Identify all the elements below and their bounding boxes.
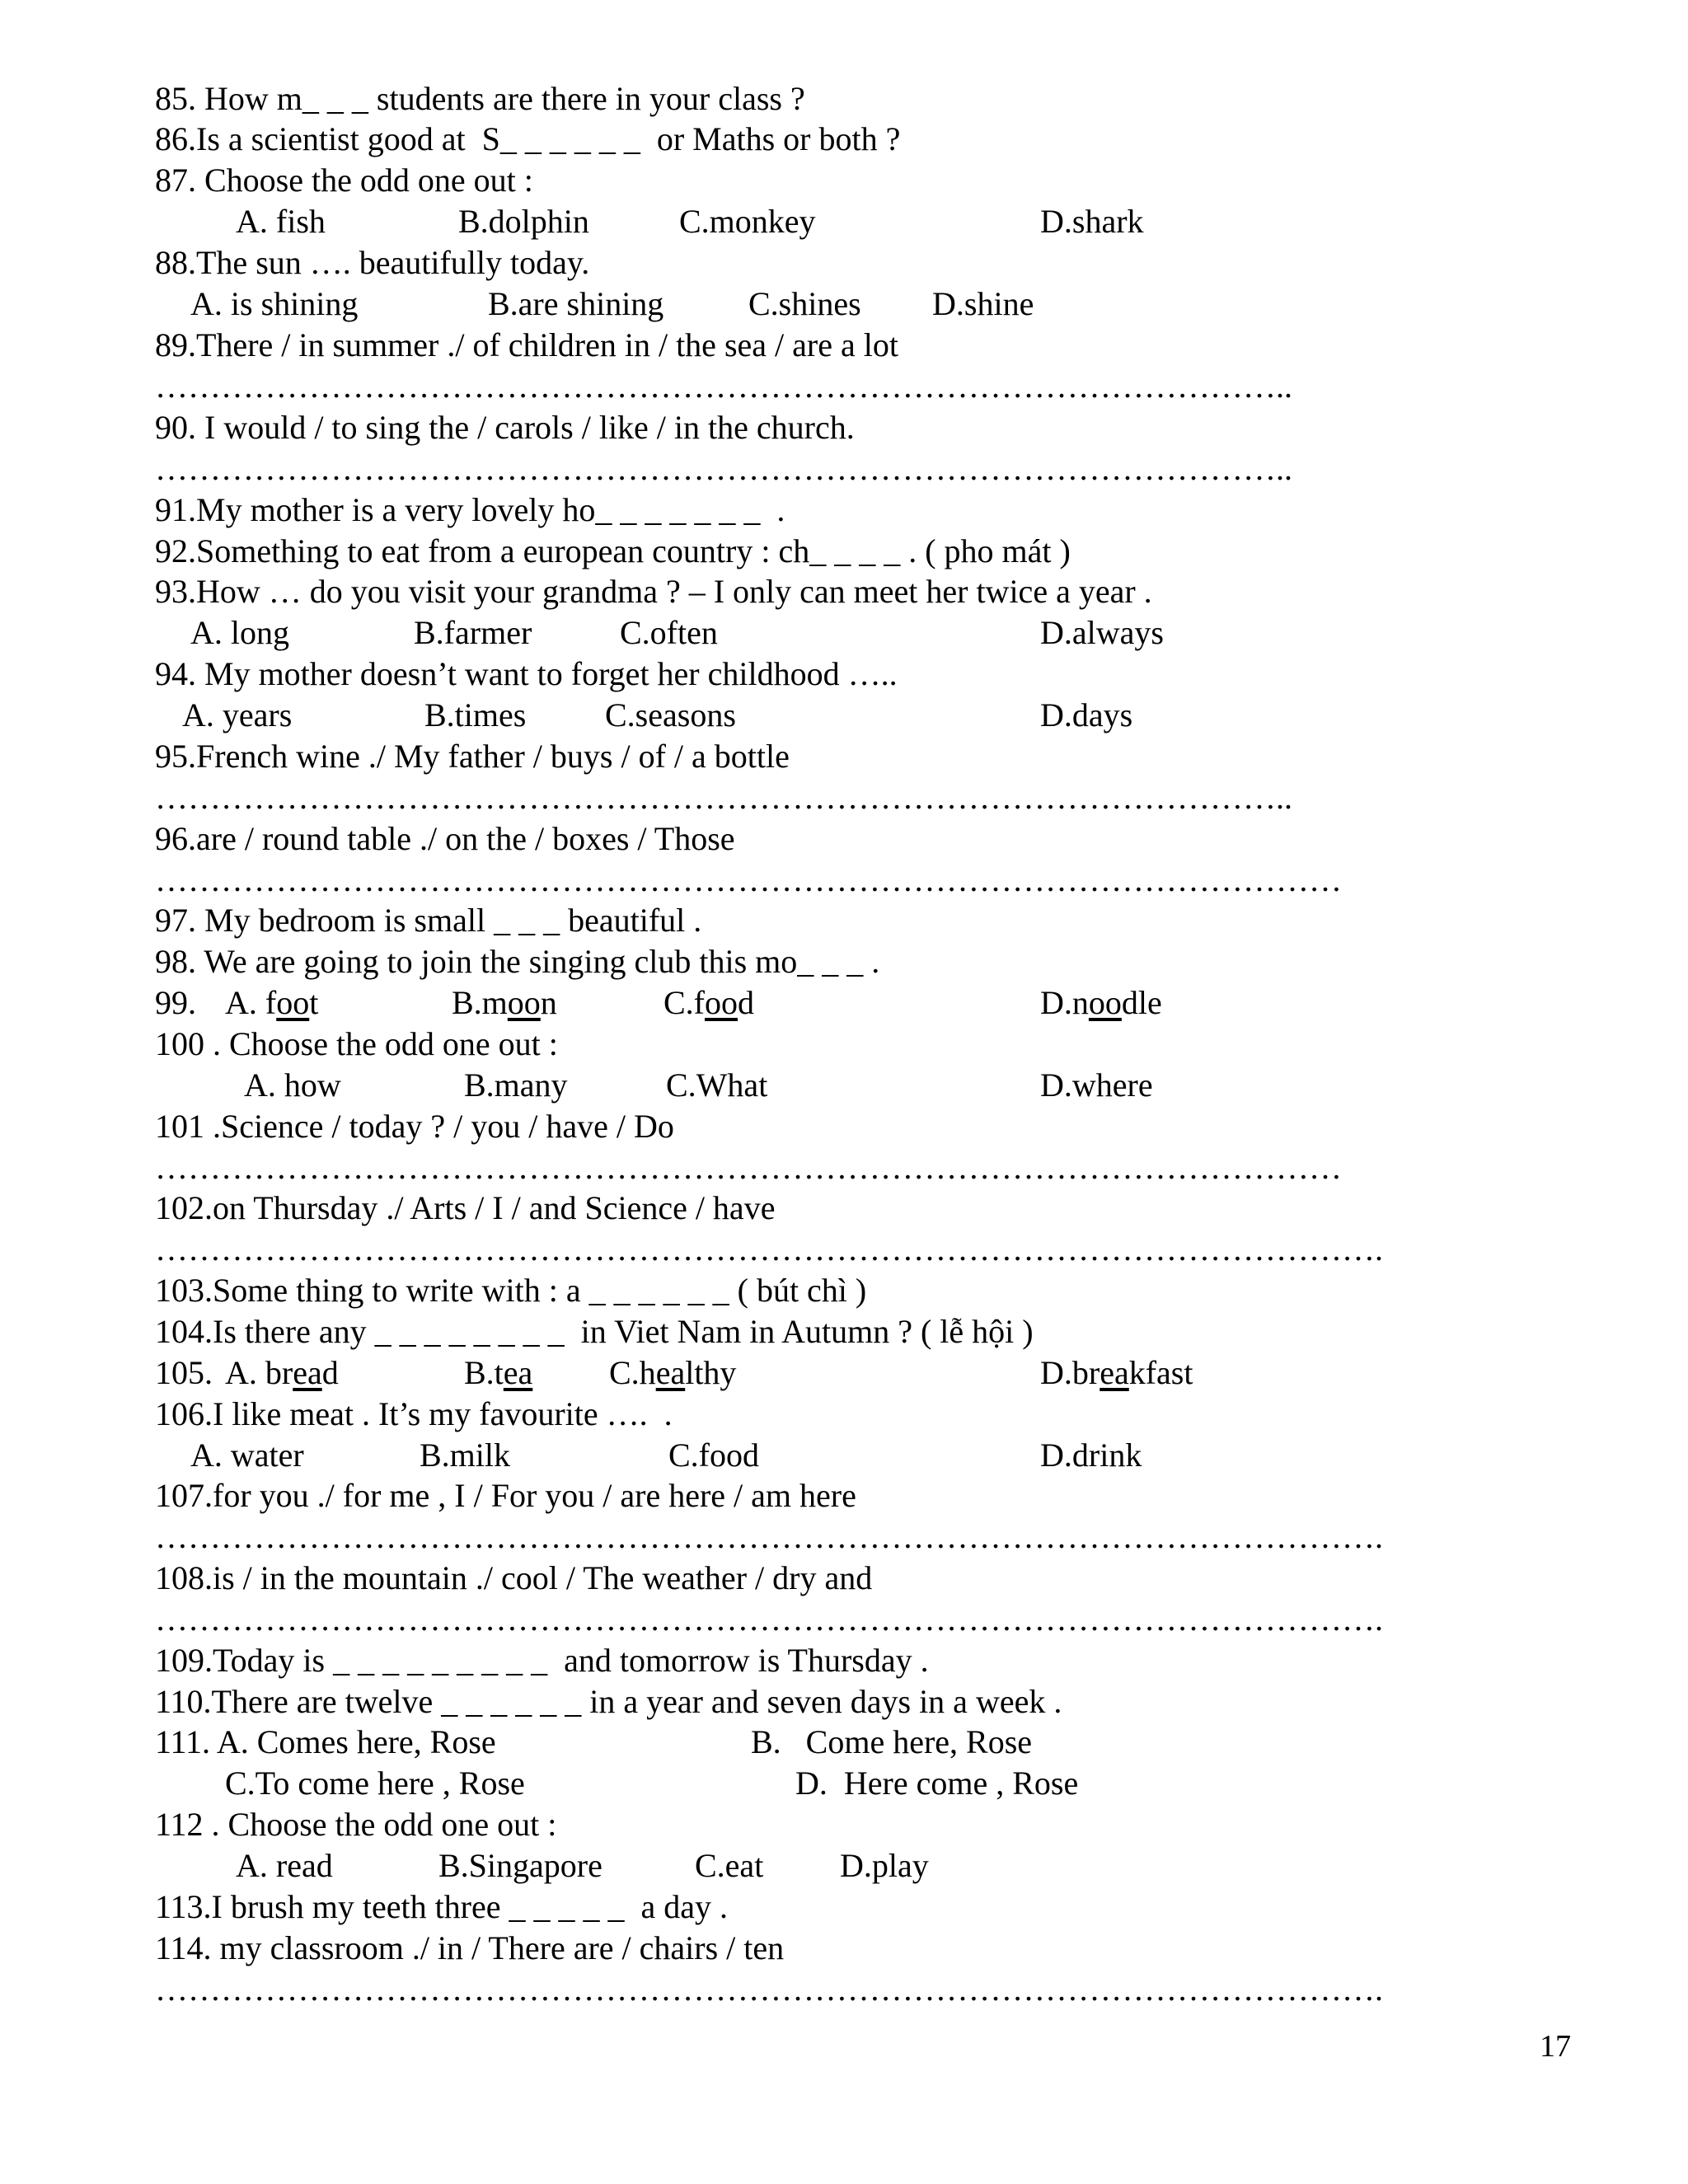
q100-option-b: B.many (464, 1066, 568, 1104)
q106-option-b: B.milk (420, 1436, 511, 1474)
q105-option-d: D.breakfast (1040, 1354, 1193, 1391)
answer-line-96: ……………………………………………………………………………………………… (155, 861, 1342, 898)
q87-option-d: D.shark (1040, 203, 1144, 240)
answer-line-108: …………………………………………………………………………………………………. (155, 1601, 1383, 1638)
question-112: 112 . Choose the odd one out : (155, 1806, 557, 1843)
question-103: 103.Some thing to write with : a _ _ _ _ _ _ ( bút chì ) (155, 1272, 867, 1309)
q93-option-c: C.often (620, 614, 718, 651)
question-108: 108.is / in the mountain ./ cool / The weather / dry and (155, 1559, 873, 1596)
question-85: 85. How m_ _ _ students are there in your class ? (155, 80, 805, 117)
answer-line-90: ………………………………………………………………………………………….. (155, 450, 1292, 487)
answer-line-114: …………………………………………………………………………………………………. (155, 1971, 1383, 2008)
answer-line-89: ………………………………………………………………………………………….. (155, 368, 1292, 405)
q94-option-d: D.days (1040, 696, 1133, 733)
q105-option-a: A. bread (225, 1354, 339, 1391)
question-107: 107.for you ./ for me , I / For you / are here / am here (155, 1477, 856, 1514)
q88-option-b: B.are shining (488, 285, 664, 322)
question-101: 101 .Science / today ? / you / have / Do (155, 1108, 674, 1145)
answer-line-95: ………………………………………………………………………………………….. (155, 779, 1292, 816)
q111-option-c: C.To come here , Rose (225, 1765, 525, 1802)
q94-option-c: C.seasons (605, 696, 736, 733)
q93-option-d: D.always (1040, 614, 1164, 651)
answer-line-101: ……………………………………………………………………………………………… (155, 1149, 1342, 1186)
q112-option-a: A. read (236, 1847, 333, 1884)
question-109: 109.Today is _ _ _ _ _ _ _ _ _ and tomorrow is Thursday . (155, 1642, 929, 1679)
q87-option-a: A. fish (236, 203, 326, 240)
question-93: 93.How … do you visit your grandma ? – I only can meet her twice a year . (155, 573, 1152, 610)
answer-line-107: …………………………………………………………………………………………………. (155, 1518, 1383, 1555)
q105-number: 105. (155, 1354, 213, 1391)
q99-option-b: B.moon (452, 984, 557, 1021)
q111-option-d: D. Here come , Rose (795, 1765, 1079, 1802)
q106-option-a: A. water (190, 1436, 304, 1474)
q88-option-c: C.shines (748, 285, 861, 322)
q112-option-d: D.play (840, 1847, 929, 1884)
page-number: 17 (1540, 2029, 1571, 2064)
q87-option-b: B.dolphin (458, 203, 589, 240)
question-114: 114. my classroom ./ in / There are / chairs / ten (155, 1929, 785, 1966)
q100-option-c: C.What (666, 1066, 768, 1104)
q99-option-a: A. foot (225, 984, 319, 1021)
question-89: 89.There / in summer ./ of children in / the sea / are a lot (155, 326, 898, 363)
question-104: 104.Is there any _ _ _ _ _ _ _ _ in Viet Nam in Autumn ? ( lễ hội ) (155, 1313, 1034, 1350)
question-106: 106.I like meat . It’s my favourite …. . (155, 1395, 673, 1432)
question-92: 92.Something to eat from a european country : ch_ _ _ _ . ( pho mát ) (155, 532, 1071, 569)
q100-option-a: A. how (244, 1066, 341, 1104)
question-88: 88.The sun …. beautifully today. (155, 244, 590, 281)
question-113: 113.I brush my teeth three _ _ _ _ _ a day . (155, 1888, 729, 1925)
q105-option-b: B.tea (464, 1354, 533, 1391)
q111-option-a: 111. A. Comes here, Rose (155, 1723, 496, 1760)
question-110: 110.There are twelve _ _ _ _ _ _ in a year and seven days in a week . (155, 1683, 1062, 1720)
question-91: 91.My mother is a very lovely ho_ _ _ _ _ _ _ . (155, 491, 785, 528)
question-87: 87. Choose the odd one out : (155, 162, 533, 199)
question-90: 90. I would / to sing the / carols / like / in the church. (155, 409, 855, 446)
q93-option-a: A. long (190, 614, 289, 651)
q106-option-d: D.drink (1040, 1436, 1142, 1474)
q100-option-d: D.where (1040, 1066, 1153, 1104)
question-86: 86.Is a scientist good at S_ _ _ _ _ _ or Maths or both ? (155, 120, 901, 157)
q99-option-d: D.noodle (1040, 984, 1162, 1021)
question-100: 100 . Choose the odd one out : (155, 1025, 558, 1062)
q99-option-c: C.food (663, 984, 754, 1021)
q94-option-a: A. years (182, 696, 293, 733)
q88-option-d: D.shine (932, 285, 1034, 322)
q87-option-c: C.monkey (679, 203, 816, 240)
answer-line-102: …………………………………………………………………………………………………. (155, 1230, 1383, 1268)
question-94: 94. My mother doesn’t want to forget her childhood ….. (155, 655, 898, 692)
question-95: 95.French wine ./ My father / buys / of / a bottle (155, 738, 790, 775)
question-98: 98. We are going to join the singing club this mo_ _ _ . (155, 943, 880, 980)
q112-option-c: C.eat (695, 1847, 764, 1884)
question-96: 96.are / round table ./ on the / boxes / Those (155, 820, 735, 857)
q111-option-b: B. Come here, Rose (751, 1723, 1033, 1760)
q106-option-c: C.food (668, 1436, 759, 1474)
question-102: 102.on Thursday ./ Arts / I / and Science / have (155, 1189, 776, 1226)
q93-option-b: B.farmer (414, 614, 532, 651)
q94-option-b: B.times (424, 696, 527, 733)
question-97: 97. My bedroom is small _ _ _ beautiful . (155, 902, 702, 939)
q99-number: 99. (155, 984, 196, 1021)
q112-option-b: B.Singapore (438, 1847, 603, 1884)
q105-option-c: C.healthy (609, 1354, 737, 1391)
q88-option-a: A. is shining (190, 285, 359, 322)
